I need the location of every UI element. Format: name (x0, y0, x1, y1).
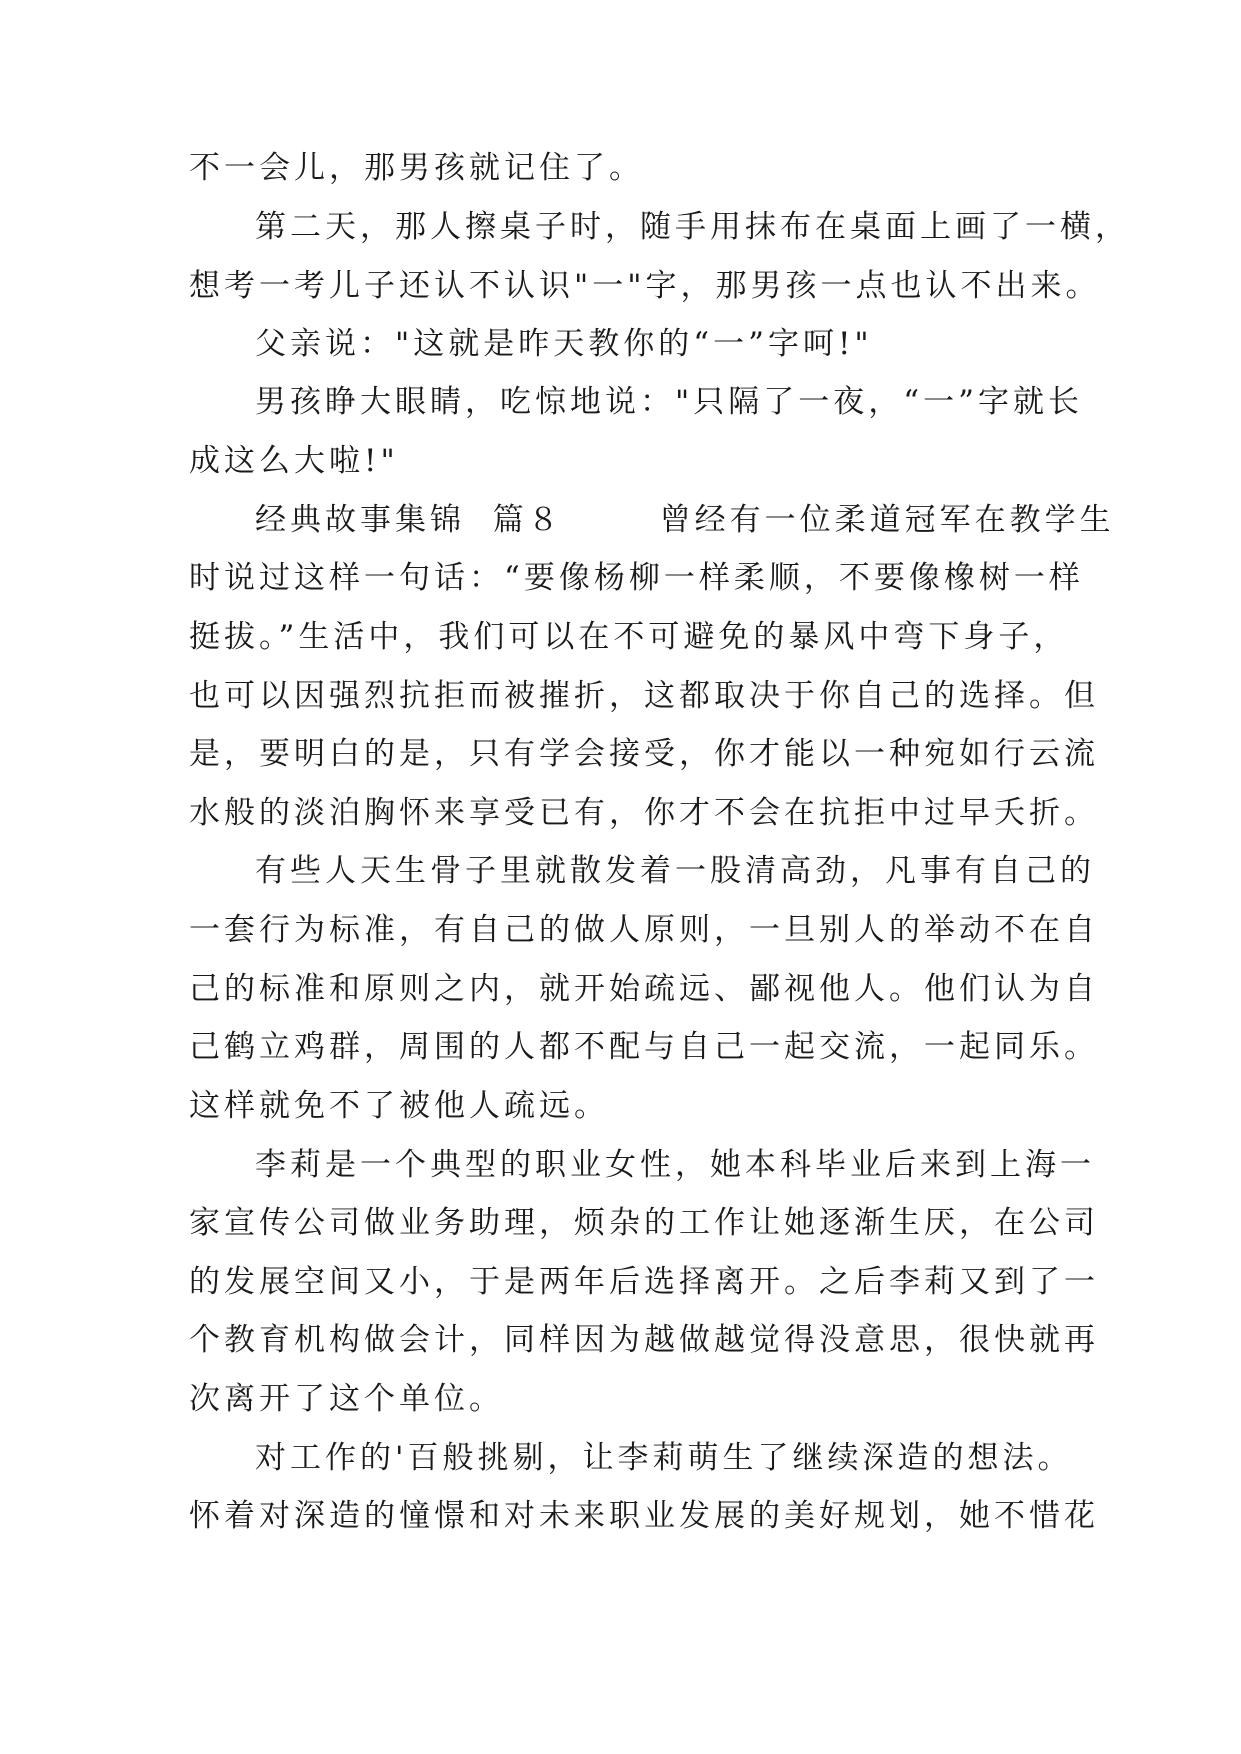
text-line: 有些人天生骨子里就散发着一股清高劲，凡事有自己的 (255, 853, 1095, 889)
text-line: 男孩睁大眼睛，吃惊地说："只隔了一夜，“一”字就长 (255, 384, 1083, 420)
text-line: 次离开了这个单位。 (189, 1381, 504, 1417)
text-line: 想考一考儿子还认不认识"一"字，那男孩一点也认不出来。 (189, 268, 1101, 304)
text-line: 也可以因强烈抗拒而被摧折，这都取决于你自己的选择。但 (189, 678, 1099, 714)
text-line: 父亲说："这就是昨天教你的“一”字呵!" (255, 326, 873, 362)
text-line: 这样就免不了被他人疏远。 (189, 1088, 609, 1124)
text-line: 怀着对深造的憧憬和对未来职业发展的美好规划，她不惜花 (189, 1498, 1099, 1534)
text-line: 成这么大啦!" (189, 443, 399, 479)
text-line: 家宣传公司做业务助理，烦杂的工作让她逐渐生厌，在公司 (189, 1205, 1099, 1241)
text-line: 挺拔。”生活中，我们可以在不可避免的暴风中弯下身子， (189, 619, 1069, 655)
text-line: 李莉是一个典型的职业女性，她本科毕业后来到上海一 (255, 1147, 1095, 1183)
text-line: 时说过这样一句话：“要像杨柳一样柔顺，不要像橡树一样 (189, 560, 1084, 596)
text-line: 己鹤立鸡群，周围的人都不配与自己一起交流，一起同乐。 (189, 1029, 1099, 1065)
text-line: 是，要明白的是，只有学会接受，你才能以一种宛如行云流 (189, 736, 1099, 772)
text-line: 对工作的'百般挑剔，让李莉萌生了继续深造的想法。 (255, 1440, 1073, 1476)
text-line: 的发展空间又小，于是两年后选择离开。之后李莉又到了一 (189, 1264, 1099, 1300)
text-line: 不一会儿，那男孩就记住了。 (189, 150, 644, 186)
text-line: 一套行为标准，有自己的做人原则，一旦别人的举动不在自 (189, 912, 1099, 948)
text-line: 个教育机构做会计，同样因为越做越觉得没意思，很快就再 (189, 1322, 1099, 1358)
text-line: 水般的淡泊胸怀来享受已有，你才不会在抗拒中过早夭折。 (189, 795, 1099, 831)
section-heading-line: 经典故事集锦 篇８ 曾经有一位柔道冠军在教学生 (255, 502, 1115, 538)
text-line: 己的标准和原则之内，就开始疏远、鄙视他人。他们认为自 (189, 971, 1099, 1007)
text-line: 第二天，那人擦桌子时，随手用抹布在桌面上画了一横， (255, 209, 1130, 245)
